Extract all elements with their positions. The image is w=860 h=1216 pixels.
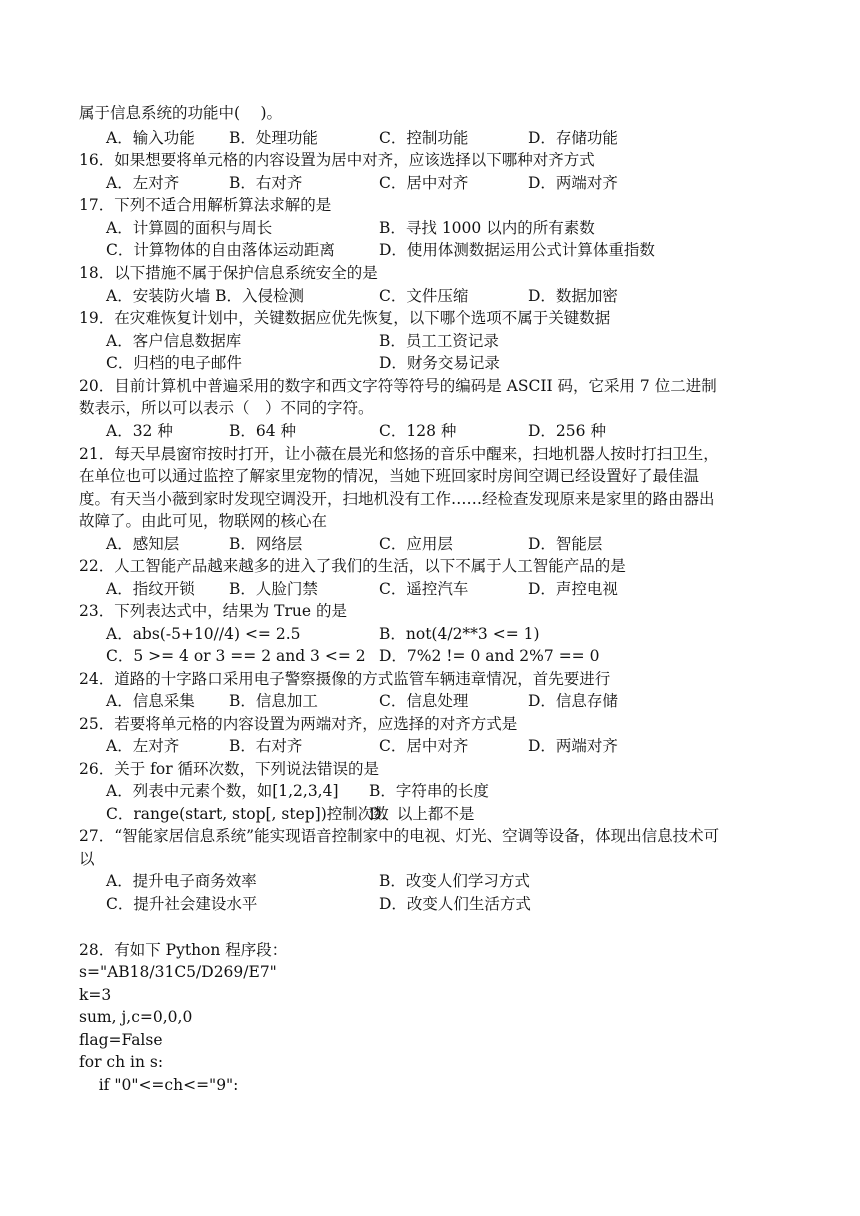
q21-option-d: D．智能层 [528, 535, 603, 553]
q19-option-c: C．归档的电子邮件 [106, 354, 242, 372]
q20-stem-line1: 20．目前计算机中普遍采用的数字和西文字符等符号的编码是 ASCII 码，它采用 7 位二进制 [79, 377, 717, 395]
q26-option-a: A．列表中元素个数，如[1,2,3,4] [106, 782, 339, 800]
code-line-4: flag=False [79, 1031, 163, 1049]
q15-stem-tail: 属于信息系统的功能中( )。 [79, 104, 283, 122]
q20-option-c: C．128 种 [379, 422, 457, 440]
q27-stem-line2: 以 [79, 850, 95, 868]
q26-option-b: B．字符串的长度 [369, 782, 489, 800]
q21-stem-line4: 故障了。由此可见，物联网的核心在 [79, 512, 328, 530]
q16-option-a: A．左对齐 [106, 174, 180, 192]
q22-option-c: C．遥控汽车 [379, 580, 469, 598]
q23-option-d: D．7%2 != 0 and 2%7 == 0 [379, 647, 600, 665]
q22-stem: 22．人工智能产品越来越多的进入了我们的生活，以下不属于人工智能产品的是 [79, 557, 626, 575]
q20-option-a: A．32 种 [106, 422, 173, 440]
q16-option-c: C．居中对齐 [379, 174, 469, 192]
q25-option-b: B．右对齐 [229, 737, 303, 755]
q26-option-c: C．range(start, stop[, step])控制次数 [106, 805, 389, 823]
q25-option-d: D．两端对齐 [528, 737, 618, 755]
q23-option-c: C．5 >= 4 or 3 == 2 and 3 <= 2 [106, 647, 366, 665]
q18-stem: 18．以下措施不属于保护信息系统安全的是 [79, 264, 378, 282]
q17-option-b: B．寻找 1000 以内的所有素数 [379, 219, 595, 237]
q19-option-d: D．财务交易记录 [379, 354, 500, 372]
q28-stem: 28．有如下 Python 程序段： [79, 941, 288, 959]
code-line-1: s="AB18/31C5/D269/E7" [79, 963, 277, 981]
code-line-6: if "0"<=ch<="9": [79, 1076, 239, 1094]
q19-stem: 19．在灾难恢复计划中，关键数据应优先恢复，以下哪个选项不属于关键数据 [79, 309, 611, 327]
q24-stem: 24．道路的十字路口采用电子警察摄像的方式监管车辆违章情况，首先要进行 [79, 670, 611, 688]
q22-option-b: B．人脸门禁 [229, 580, 318, 598]
code-line-5: for ch in s: [79, 1053, 164, 1071]
q17-option-a: A．计算圆的面积与周长 [106, 219, 273, 237]
q25-option-c: C．居中对齐 [379, 737, 469, 755]
q27-stem-line1: 27．“智能家居信息系统”能实现语音控制家中的电视、灯光、空调等设备，体现出信息技术可 [79, 827, 720, 845]
q19-option-a: A．客户信息数据库 [106, 332, 242, 350]
q23-option-b: B．not(4/2**3 <= 1) [379, 625, 540, 643]
q24-option-d: D．信息存储 [528, 692, 618, 710]
q19-option-b: B．员工工资记录 [379, 332, 499, 350]
q25-stem: 25．若要将单元格的内容设置为两端对齐，应选择的对齐方式是 [79, 715, 518, 733]
q21-option-c: C．应用层 [379, 535, 453, 553]
q15-option-b: B．处理功能 [229, 129, 318, 147]
q16-option-b: B．右对齐 [229, 174, 303, 192]
q27-option-a: A．提升电子商务效率 [106, 872, 257, 890]
q21-stem-line3: 度。有天当小薇到家时发现空调没开，扫地机没有工作……经检查发现原来是家里的路由器出 [79, 490, 715, 508]
code-line-2: k=3 [79, 986, 112, 1004]
q24-option-b: B．信息加工 [229, 692, 318, 710]
q17-stem: 17．下列不适合用解析算法求解的是 [79, 196, 332, 214]
q17-option-c: C．计算物体的自由落体运动距离 [106, 241, 335, 259]
q16-option-d: D．两端对齐 [528, 174, 618, 192]
code-line-3: sum, j,c=0,0,0 [79, 1008, 193, 1026]
q21-option-b: B．网络层 [229, 535, 303, 553]
q15-option-c: C．控制功能 [379, 129, 469, 147]
q24-option-c: C．信息处理 [379, 692, 469, 710]
q20-option-d: D．256 种 [528, 422, 606, 440]
q23-stem: 23．下列表达式中，结果为 True 的是 [79, 602, 347, 620]
q22-option-d: D．声控电视 [528, 580, 618, 598]
q26-stem: 26．关于 for 循环次数，下列说法错误的是 [79, 760, 380, 778]
q21-stem-line1: 21．每天早晨窗帘按时打开，让小薇在晨光和悠扬的音乐中醒来，扫地机器人按时打扫卫生， [79, 445, 719, 463]
q24-option-a: A．信息采集 [106, 692, 195, 710]
q26-option-d: D．以上都不是 [369, 805, 475, 823]
q25-option-a: A．左对齐 [106, 737, 180, 755]
q18-option-c: C．文件压缩 [379, 287, 469, 305]
q23-option-a: A．abs(-5+10//4) <= 2.5 [106, 625, 301, 643]
q15-option-d: D．存储功能 [528, 129, 618, 147]
q18-option-ab: A．安装防火墙 B．入侵检测 [106, 287, 305, 305]
q20-stem-line2: 数表示，所以可以表示（ ）不同的字符。 [79, 399, 374, 417]
q17-option-d: D．使用体测数据运用公式计算体重指数 [379, 241, 655, 259]
q27-option-b: B．改变人们学习方式 [379, 872, 530, 890]
q15-option-a: A．输入功能 [106, 129, 195, 147]
q27-option-d: D．改变人们生活方式 [379, 895, 531, 913]
q21-stem-line2: 在单位也可以通过监控了解家里宠物的情况，当她下班回家时房间空调已经设置好了最佳温 [79, 467, 700, 485]
q18-option-d: D．数据加密 [528, 287, 618, 305]
q16-stem: 16．如果想要将单元格的内容设置为居中对齐，应该选择以下哪种对齐方式 [79, 151, 595, 169]
q20-option-b: B．64 种 [229, 422, 297, 440]
q27-option-c: C．提升社会建设水平 [106, 895, 258, 913]
q21-option-a: A．感知层 [106, 535, 180, 553]
q22-option-a: A．指纹开锁 [106, 580, 195, 598]
